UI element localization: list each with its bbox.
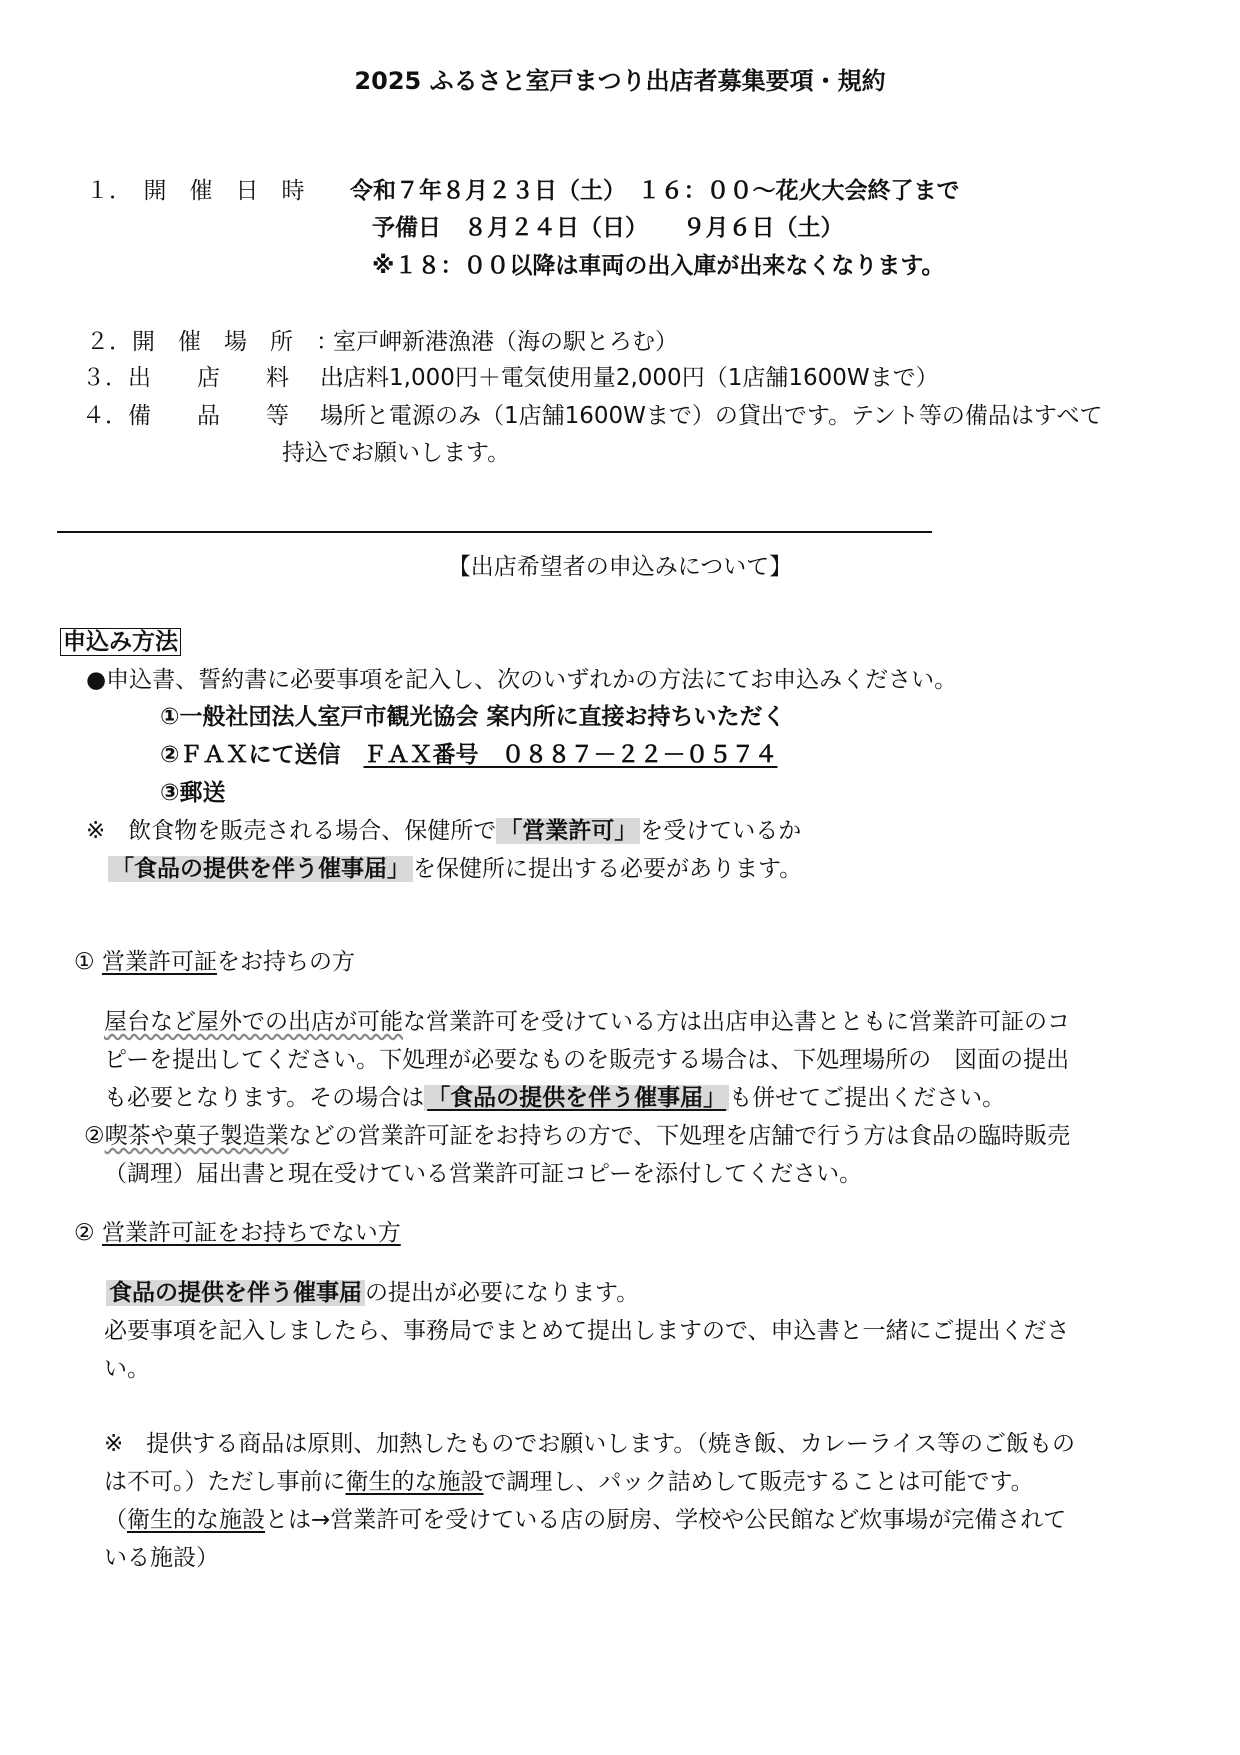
note-mid: を受けているか xyxy=(640,818,802,844)
section1-heading-underlined: 営業許可証 xyxy=(101,949,217,975)
item2-label: ２．開 催 場 所 ： xyxy=(86,329,339,355)
item1-date: 令和７年８月２３日（土） １６：００～花火大会終了まで xyxy=(350,178,960,204)
section-heading: 【出店希望者の申込みについて】 xyxy=(447,554,793,580)
event-notice-highlight-2: 「食品の提供を伴う催事届」 xyxy=(424,1085,729,1111)
business-permit-highlight: 「営業許可」 xyxy=(496,818,640,844)
section1-heading xyxy=(74,945,355,979)
item1-label: １． 開 催 日 時 ： xyxy=(86,178,374,204)
apply-method-2 xyxy=(160,738,777,772)
cafe-confectionery-text: 喫茶や菓子製造業 xyxy=(104,1123,289,1149)
event-notice-highlight: 「食品の提供を伴う催事届」 xyxy=(108,856,413,882)
section1-p2-line2: （調理）届出書と現在受けている営業許可証コピーを添付してください。 xyxy=(104,1161,863,1187)
sanitary-facility-text: 衛生的な施設 xyxy=(345,1469,484,1495)
section1-p1-rest: な営業許可を受けている方は出店申込書とともに営業許可証のコ xyxy=(403,1009,1070,1035)
item1-note: ※１８：００以降は車両の出入庫が出来なくなります。 xyxy=(372,253,945,279)
section2-line1 xyxy=(106,1276,639,1310)
section2-line1-rest: の提出が必要になります。 xyxy=(365,1280,640,1306)
section2-number: ② xyxy=(74,1220,95,1246)
section1-heading-rest: をお持ちの方 xyxy=(216,949,355,975)
section1-p2-rest: などの営業許可証をお持ちの方で、下処理を店舗で行う方は食品の臨時販売 xyxy=(288,1123,1071,1149)
apply-note-line1 xyxy=(86,814,801,848)
apply-method-3: ③郵送 xyxy=(160,780,226,806)
item1-reserve-date: 予備日 ８月２４日（日） ９月６日（土） xyxy=(372,215,844,241)
note2-line2-pre: は不可。）ただし事前に xyxy=(104,1469,346,1495)
section1-number: ① xyxy=(74,949,95,975)
item4-label: ４．備 品 等 ： xyxy=(82,403,358,429)
item3-label: ３．出 店 料 ： xyxy=(82,365,358,391)
section2-heading xyxy=(74,1216,401,1250)
note2-line3 xyxy=(104,1503,1066,1537)
divider-line xyxy=(57,531,932,533)
note-prefix: ※ 飲食物を販売される場合、保健所で xyxy=(86,818,497,844)
item4-line2: 持込でお願いします。 xyxy=(282,440,511,466)
event-notice-highlight-3: 食品の提供を伴う催事届 xyxy=(106,1280,365,1306)
fax-number: ＦＡＸ番号 ０８８７－２２－０５７４ xyxy=(363,742,778,768)
section2-heading-underlined: 営業許可証をお持ちでない方 xyxy=(101,1220,401,1246)
section1-p1-line1 xyxy=(104,1005,1070,1039)
page-title: 2025 ふるさと室戸まつり出店者募集要項・規約 xyxy=(354,67,886,95)
apply-method-1: ①一般社団法人室戸市観光協会 案内所に直接お持ちいただく xyxy=(160,704,786,730)
note2-line1: ※ 提供する商品は原則、加熱したものでお願いします。（焼き飯、カレーライス等のご飯もの xyxy=(104,1431,1076,1457)
section2-line2: 必要事項を記入しましたら、事務局でまとめて提出しますので、申込書と一緒にご提出くださ xyxy=(104,1318,1070,1344)
section1-p2-line1 xyxy=(84,1119,1070,1153)
sanitary-facility-text-2: 衛生的な施設 xyxy=(127,1507,265,1533)
section2-line3: い。 xyxy=(104,1356,150,1382)
section1-p1-line3-post: も併せてご提出ください。 xyxy=(729,1085,1006,1111)
apply-method-2-label: ②ＦＡＸにて送信 xyxy=(160,742,364,768)
item2-value: 室戸岬新港漁港（海の駅とろむ） xyxy=(333,329,678,355)
apply-heading: 申込み方法 xyxy=(60,628,181,656)
apply-note-line2 xyxy=(108,852,802,886)
item3-value: 出店料1,000円＋電気使用量2,000円（1店舗1600Wまで） xyxy=(320,365,939,391)
note2-line3-pre: （ xyxy=(104,1507,127,1533)
note2-line2 xyxy=(104,1465,1034,1499)
note2-line4: いる施設） xyxy=(104,1545,219,1571)
note2-line2-post: で調理し、パック詰めして販売することは可能です。 xyxy=(483,1469,1034,1495)
note-suffix: を保健所に提出する必要があります。 xyxy=(413,856,803,882)
outdoor-permit-text: 屋台など屋外での出店が可能 xyxy=(104,1009,403,1035)
section1-p1-line2: ピーを提出してください。下処理が必要なものを販売する場合は、下処理場所の 図面の提出 xyxy=(104,1047,1070,1073)
apply-intro: ●申込書、誓約書に必要事項を記入し、次のいずれかの方法にてお申込みください。 xyxy=(86,667,958,693)
section1-p1-line3 xyxy=(104,1081,1005,1115)
item4-line1: 場所と電源のみ（1店舗1600Wまで）の貸出です。テント等の備品はすべて xyxy=(320,403,1103,429)
note2-line3-post: とは→営業許可を受けている店の厨房、学校や公民館など炊事場が完備されて xyxy=(265,1507,1067,1533)
section1-p1-line3-pre: も必要となります。その場合は xyxy=(104,1085,425,1111)
section1-p2-number: ② xyxy=(84,1123,105,1149)
